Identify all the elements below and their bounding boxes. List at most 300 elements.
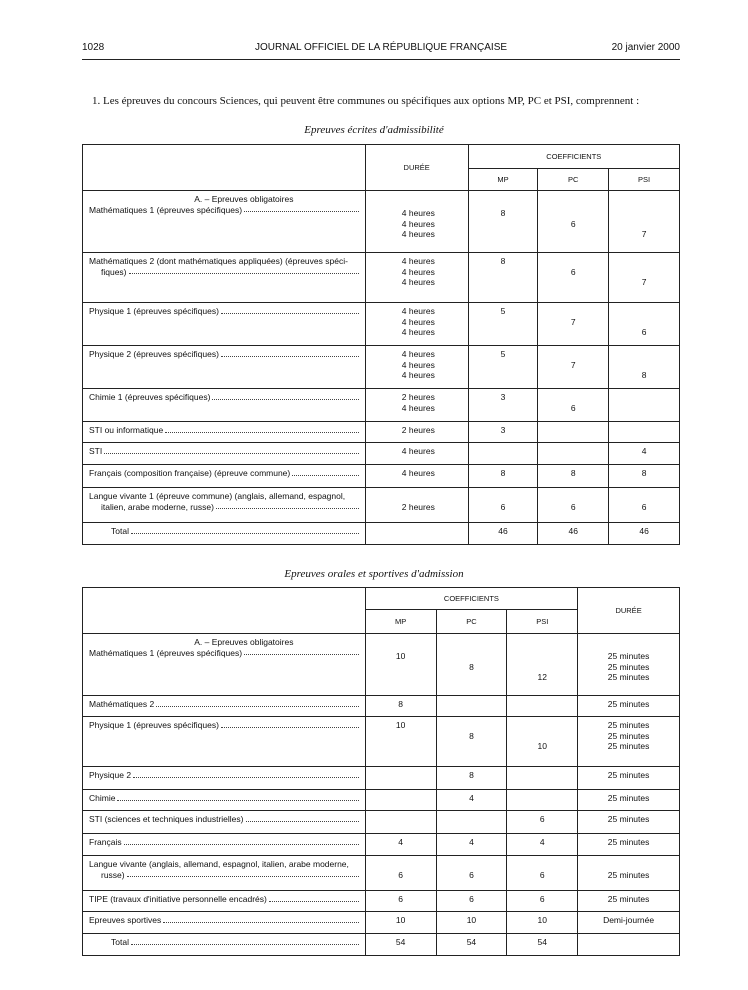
duree-value: 25 minutes [607,741,650,751]
row-label-cell [83,717,366,767]
duree-cell [365,191,468,253]
row-label-cell [83,422,366,443]
pc-value: 7 [570,359,576,370]
table-row [83,303,680,346]
mp-value: 6 [398,869,403,880]
psi-cell [507,934,578,956]
row-label-cell [83,891,366,912]
duree-value: 25 minutes [607,730,650,741]
duree-value: 2 heures [401,392,435,402]
row-label-cell [83,389,366,422]
row-label-dotted [89,894,359,905]
row-label-dotted [89,392,359,403]
mp-value: 10 [395,915,406,925]
row-label-cell [83,303,366,346]
row-label-cell [83,465,366,488]
mp-cell [365,891,436,912]
duree-value: 4 heures [401,446,435,456]
row-label: Physique 2 [89,770,132,780]
psi-cell [507,696,578,717]
pc-cell [538,191,609,253]
psi-cell [507,790,578,811]
psi-value [511,793,573,804]
row-label-cell [83,790,366,811]
duree-cell [578,696,680,717]
mp-value [370,793,432,804]
pc-cell [538,443,609,465]
table-row [83,488,680,523]
pc-value: 10 [466,915,477,925]
row-label-dotted [89,937,359,948]
psi-cell [609,303,680,346]
pc-cell [436,891,507,912]
duree-value [582,859,675,870]
psi-value [613,267,675,278]
psi-value [613,425,675,436]
duree-value: 25 minutes [607,672,650,682]
duree-value: 25 minutes [607,894,650,904]
psi-cell [609,389,680,422]
mp-cell [365,696,436,717]
leader-dots [131,526,359,534]
row-label: Total [111,937,129,947]
row-label-cell [83,856,366,891]
psi-value [613,306,675,317]
duree-header: DURÉE [578,588,680,634]
mp-value: 5 [500,306,506,316]
mp-cell [468,303,538,346]
row-label-dotted [89,837,359,848]
psi-value [511,731,573,742]
psi-cell [609,523,680,545]
pc-value: 6 [570,501,576,512]
pc-cell [538,465,609,488]
mp-cell [468,488,538,523]
psi-value [613,317,675,328]
mp-value [473,360,534,371]
row-label-dotted [89,468,359,479]
duree-value: 4 heures [401,327,435,337]
leader-dots [244,648,359,656]
leader-dots [104,446,359,454]
duree-cell [578,717,680,767]
duree-cell [578,912,680,934]
duree-value [370,491,464,502]
pc-value [542,208,604,219]
duree-cell [365,523,468,545]
pc-cell [538,346,609,389]
pc-value: 6 [469,869,474,880]
row-label-dotted [89,446,359,457]
leader-dots [244,205,359,213]
table-row [83,696,680,717]
psi-value: 54 [537,937,547,947]
pc-cell [436,717,507,767]
pc-value [542,277,604,288]
row-label-dotted [89,720,359,731]
duree-value: 4 heures [401,370,435,380]
row-label-dotted [89,349,359,360]
duree-value: 4 heures [401,229,435,239]
duree-value: 25 minutes [607,770,650,780]
psi-value [613,403,675,414]
pc-value [542,349,604,360]
pc-value: 4 [469,837,474,847]
duree-value: 4 heures [401,256,435,266]
duree-value: 25 minutes [607,837,650,847]
duree-cell [365,443,468,465]
mp-value [473,327,534,338]
table-row [83,717,680,767]
psi-cell [609,422,680,443]
duree-value: 4 heures [401,306,435,316]
mp-cell [468,422,538,443]
duree-value: 4 heures [401,266,435,277]
pc-value: 8 [469,730,474,741]
row-label: STI ou informatique [89,425,164,435]
row-label-cell [83,253,366,303]
pc-value: 6 [469,894,474,904]
duree-value: 25 minutes [607,814,650,824]
table2-caption: Epreuves orales et sportives d'admission [284,568,464,580]
row-label-dotted [89,870,359,881]
leader-dots [212,392,358,400]
mp-cell [468,253,538,303]
psi-value [511,859,573,870]
section-heading: A. – Epreuves obligatoires [194,194,294,204]
psi-value [613,360,675,371]
mp-header: MP [365,610,436,634]
journal-title: JOURNAL OFFICIEL DE LA RÉPUBLIQUE FRANÇAISE [254,42,508,53]
pc-cell [436,790,507,811]
pc-value: 6 [570,402,576,413]
leader-dots [246,814,359,822]
pc-value [542,392,604,403]
mp-cell [468,523,538,545]
row-label-dotted [89,814,359,825]
row-label-cell [83,634,366,696]
pc-value: 8 [570,468,576,478]
psi-value [613,349,675,360]
row-label: Physique 2 (épreuves spécifiques) [89,349,219,359]
pc-cell [436,696,507,717]
row-label: Français [89,837,122,847]
row-label-dotted [89,526,359,537]
duree-value: 25 minutes [607,720,650,730]
row-label-cell [83,191,366,253]
row-label: Mathématiques 2 [89,699,155,709]
psi-cell [609,191,680,253]
mp-value: 3 [500,392,506,402]
mp-cell [365,856,436,891]
row-label-dotted [89,205,359,216]
row-label-dotted [89,915,359,926]
table-row [83,389,680,422]
leader-dots [131,937,359,945]
mp-cell [365,834,436,856]
mp-value: 46 [498,526,508,536]
pc-cell [538,389,609,422]
mp-cell [468,465,538,488]
row-label-cell [83,934,366,956]
row-label-dotted [89,793,359,804]
psi-value: 7 [641,229,647,239]
duree-cell [365,465,468,488]
leader-dots [133,770,359,778]
row-label: Français (composition française) (épreuve commune) [89,468,291,478]
duree-value [370,526,464,537]
mp-value [370,731,432,742]
leader-dots [117,793,358,801]
leader-dots [292,468,359,476]
mp-value: 6 [500,501,506,512]
duree-value [582,937,675,948]
psi-cell [507,634,578,696]
row-label-dotted [89,306,359,317]
table-row [83,891,680,912]
duree-value: 4 heures [401,316,435,327]
coefficients-header: COEFFICIENTS [468,145,679,169]
pc-value: 54 [466,937,477,947]
mp-value [370,770,432,781]
mp-value: 3 [500,425,506,435]
row-label-line: Mathématiques 2 (dont mathématiques appliquées) (épreuves spéci- [89,256,348,266]
mp-value: 5 [500,349,506,359]
row-label-cell [83,912,366,934]
row-label: italien, arabe moderne, russe) [101,501,214,512]
row-label: Total [111,526,129,536]
psi-value: 6 [539,814,545,824]
pc-value [542,229,604,240]
row-label: STI (sciences et techniques industrielles) [89,814,244,824]
duree-cell [365,488,468,523]
psi-value: 10 [537,741,547,751]
leader-dots [221,720,359,728]
row-label-cell [83,696,366,717]
pc-value: 6 [570,266,576,277]
psi-value: 6 [641,327,647,337]
pc-value [441,699,503,710]
row-label-dotted [89,267,359,278]
pc-value [441,814,503,825]
pc-cell [436,856,507,891]
leader-dots [156,699,359,707]
mp-cell [365,790,436,811]
pc-cell [538,488,609,523]
table-row [83,523,680,545]
mp-value [473,229,534,240]
psi-cell [507,834,578,856]
row-label-cell [83,488,366,523]
mp-value [473,370,534,381]
pc-value [441,741,503,752]
leader-dots [127,870,359,878]
pc-value: 7 [570,316,576,327]
pc-value [542,491,604,502]
mp-cell [365,717,436,767]
psi-value [613,256,675,267]
psi-cell [609,488,680,523]
table-row [83,634,680,696]
leader-dots [163,915,358,923]
table-row [83,465,680,488]
oral-exams-table [82,587,680,956]
duree-value: 25 minutes [607,793,650,803]
duree-cell [578,634,680,696]
leader-dots [124,837,359,845]
row-label-cell [83,346,366,389]
table-row [83,790,680,811]
header-rule [82,59,680,60]
row-label: STI [89,446,103,456]
mp-value [473,446,534,457]
row-label: Mathématiques 1 (épreuves spécifiques) [89,647,243,658]
pc-value: 8 [469,770,474,780]
mp-value [370,859,432,870]
label-header [83,588,366,634]
psi-value: 46 [639,526,649,536]
duree-value: 4 heures [401,208,435,218]
row-label-dotted [89,502,359,513]
table-row [83,834,680,856]
pc-cell [436,912,507,934]
row-label: russe) [101,869,125,880]
section-heading: A. – Epreuves obligatoires [194,637,294,647]
pc-cell [436,811,507,834]
duree-header: DURÉE [365,145,468,191]
mp-value [473,277,534,288]
psi-value: 12 [537,672,547,682]
row-label: fiques) [101,266,127,277]
mp-value: 8 [500,256,506,266]
duree-value: 4 heures [401,402,435,413]
mp-cell [365,934,436,956]
duree-cell [578,891,680,912]
row-label-dotted [89,770,359,781]
row-label-cell [83,811,366,834]
mp-value: 4 [398,837,403,847]
pc-cell [436,934,507,956]
row-label-cell [83,834,366,856]
pc-value: 8 [469,661,474,672]
row-label: Physique 1 (épreuves spécifiques) [89,306,219,316]
row-label-cell [83,767,366,790]
leader-dots [216,502,359,510]
row-label-cell [83,523,366,545]
duree-cell [578,811,680,834]
pc-value [441,651,503,662]
psi-value: 6 [539,894,545,904]
table-row [83,253,680,303]
psi-cell [507,912,578,934]
row-label-cell [83,443,366,465]
pc-value: 6 [570,218,576,229]
mp-value: 6 [398,894,403,904]
mp-value [370,814,432,825]
psi-value: 10 [537,915,547,925]
table-row [83,811,680,834]
coefficients-header: COEFFICIENTS [365,588,577,610]
duree-value: 25 minutes [607,699,650,709]
table-row [83,443,680,465]
psi-value [613,491,675,502]
table-row [83,767,680,790]
psi-cell [507,717,578,767]
mp-cell [468,443,538,465]
pc-value [542,425,604,436]
duree-value: 25 minutes [607,869,650,880]
psi-value: 4 [641,446,647,456]
duree-value: 2 heures [401,501,435,512]
psi-value [511,770,573,781]
pc-cell [436,767,507,790]
pc-value [441,859,503,870]
intro-paragraph: 1. Les épreuves du concours Sciences, qui peuvent être communes ou spécifiques aux options MP, PC et PSI, comprennent : [92,95,640,107]
psi-value [511,651,573,662]
psi-cell [609,465,680,488]
duree-value: 4 heures [401,468,435,478]
mp-value: 8 [500,468,506,478]
table-row [83,191,680,253]
leader-dots [221,349,359,357]
psi-header: PSI [507,610,578,634]
leader-dots [129,267,359,275]
duree-cell [578,856,680,891]
table1-caption: Epreuves écrites d'admissibilité [304,124,444,136]
psi-value: 7 [641,277,647,287]
psi-header: PSI [609,169,680,191]
pc-cell [436,634,507,696]
psi-value: 8 [641,468,647,478]
duree-value: 4 heures [401,277,435,287]
mp-cell [365,767,436,790]
psi-value [511,662,573,673]
psi-cell [507,891,578,912]
pc-cell [538,303,609,346]
duree-cell [365,303,468,346]
row-label: TIPE (travaux d'initiative personnelle encadrés) [89,894,267,904]
mp-value [473,491,534,502]
mp-value [370,662,432,673]
publication-date: 20 janvier 2000 [611,42,680,53]
mp-cell [365,811,436,834]
pc-header: PC [538,169,609,191]
page-number: 1028 [82,42,105,53]
psi-value [511,720,573,731]
mp-value [473,317,534,328]
leader-dots [269,894,359,902]
mp-value [370,672,432,683]
mp-value [473,403,534,414]
psi-cell [507,767,578,790]
mp-cell [468,389,538,422]
row-label-dotted [89,425,359,436]
pc-value: 46 [568,526,578,536]
mp-value: 8 [398,699,403,709]
duree-cell [365,422,468,443]
pc-value [441,720,503,731]
pc-cell [538,422,609,443]
mp-cell [468,191,538,253]
psi-value [613,219,675,230]
duree-cell [578,790,680,811]
pc-header: PC [436,610,507,634]
psi-cell [609,253,680,303]
mp-value: 8 [500,208,506,218]
table-row [83,856,680,891]
written-exams-table [82,144,680,545]
psi-cell [507,856,578,891]
